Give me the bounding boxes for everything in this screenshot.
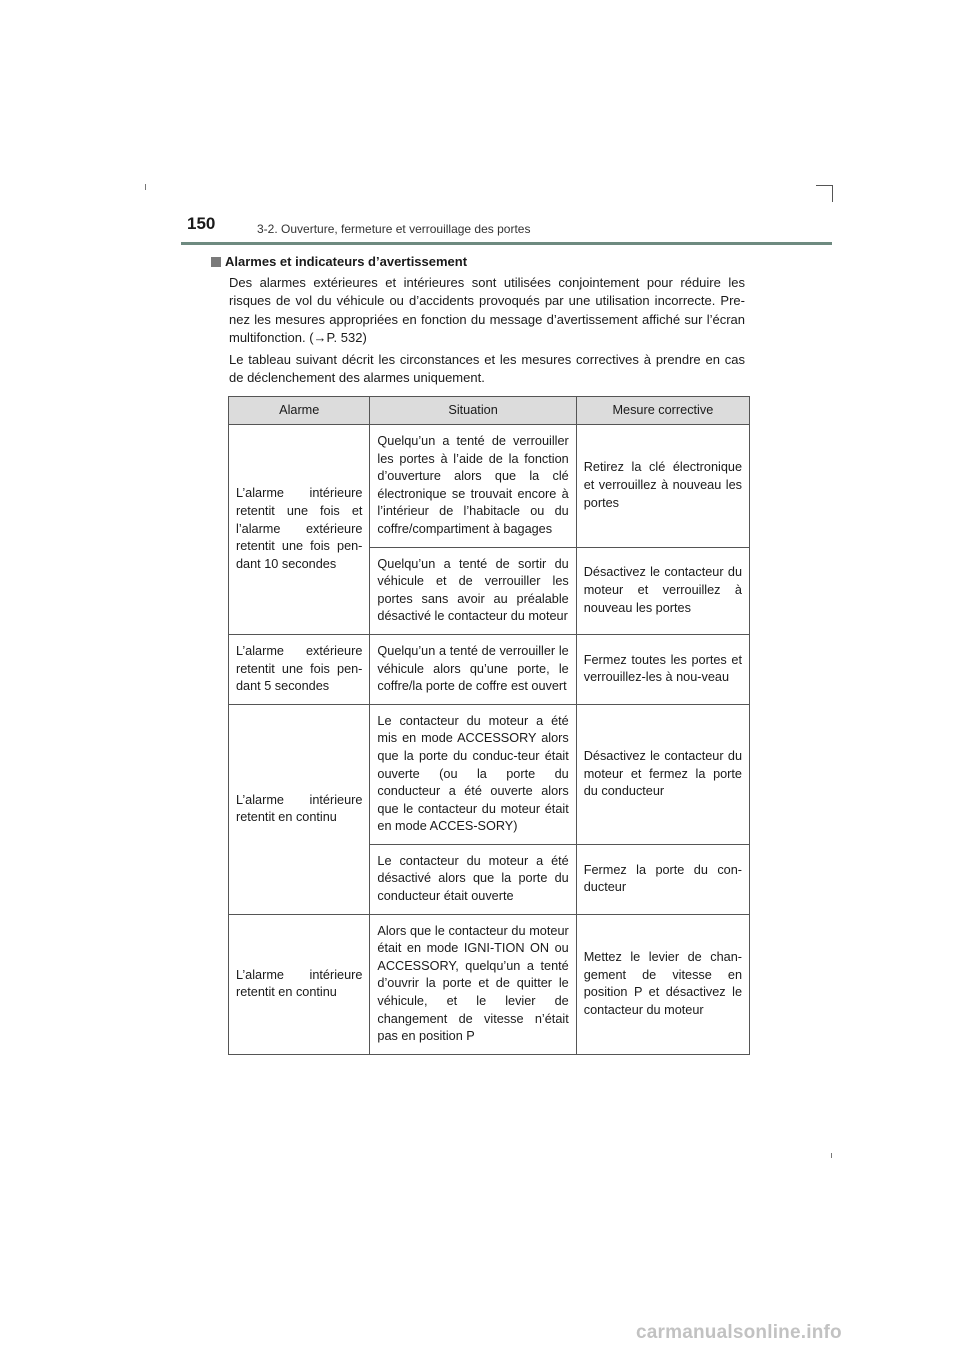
section-heading-text: Alarmes et indicateurs d’avertissement (225, 254, 468, 269)
action-cell: Désactivez le contacteur du moteur et verrouillez à nouveau les portes (576, 547, 749, 634)
column-header-alarm: Alarme (229, 397, 370, 425)
crop-tick (831, 1153, 832, 1158)
alarm-table (228, 396, 750, 1055)
action-cell: Fermez la porte du con-ducteur (576, 844, 749, 914)
table-intro-paragraph: Le tableau suivant décrit les circonstances et les mesures correctives à prendre en cas de déclenchement des alarmes uniquement. (229, 352, 745, 386)
table-row (229, 914, 750, 1054)
situation-cell: Quelqu’un a tenté de sortir du véhicule et de verrouiller les portes sans avoir au préalable désactivé le contacteur du moteur (370, 547, 576, 634)
table-row (229, 704, 750, 844)
alarm-cell: L’alarme intérieure retentit en continu (229, 914, 370, 1054)
crop-mark (816, 185, 833, 202)
section-heading (211, 254, 467, 269)
situation-cell: Quelqu’un a tenté de verrouiller les portes à l’aide de la fonction d’ouverture alors que la clé électronique se trouvait encore à l’intérieur de l’habitacle ou du coffre/compartiment à bagages (370, 425, 576, 548)
square-bullet-icon (211, 257, 221, 267)
action-cell: Désactivez le contacteur du moteur et fermez la porte du conducteur (576, 704, 749, 844)
intro-paragraph: Des alarmes extérieures et intérieures sont utilisées conjointement pour réduire les risques de vol du véhicule ou d’accidents provoqués par une utilisation incorrecte. Pre-nez les mesures appropriées en fonction du message d’avertissement affiché sur l’écran multifonction. (→P. 532) (229, 275, 745, 345)
alarm-cell: L’alarme intérieure retentit une fois et l’alarme extérieure retentit une fois pen-dant 10 secondes (229, 425, 370, 635)
header-rule (181, 242, 832, 245)
crop-tick (145, 184, 146, 190)
situation-cell: Le contacteur du moteur a été mis en mode ACCESSORY alors que la porte du conduc-teur était ouverte (ou la porte du conducteur a été ouverte alors que le contacteur du moteur était en mode ACCES-SORY) (370, 704, 576, 844)
alarm-cell: L’alarme intérieure retentit en continu (229, 704, 370, 914)
table-row (229, 425, 750, 548)
column-header-action: Mesure corrective (576, 397, 749, 425)
situation-cell: Le contacteur du moteur a été désactivé alors que la porte du conducteur était ouverte (370, 844, 576, 914)
situation-cell: Quelqu’un a tenté de verrouiller le véhicule alors qu’une porte, le coffre/la porte de coffre est ouvert (370, 634, 576, 704)
action-cell: Retirez la clé électronique et verrouillez à nouveau les portes (576, 425, 749, 548)
action-cell: Mettez le levier de chan-gement de vitesse en position P et désactivez le contacteur du moteur (576, 914, 749, 1054)
alarm-cell: L’alarme extérieure retentit une fois pen-dant 5 secondes (229, 634, 370, 704)
situation-cell: Alors que le contacteur du moteur était en mode IGNI-TION ON ou ACCESSORY, quelqu’un a tenté d’ouvrir la porte et de quitter le véhicule, et le levier de changement de vitesse n’était pas en position P (370, 914, 576, 1054)
table-header-row (229, 397, 750, 425)
section-title: 3-2. Ouverture, fermeture et verrouillage des portes (257, 222, 531, 236)
page-number: 150 (187, 214, 216, 233)
column-header-situation: Situation (370, 397, 576, 425)
action-cell: Fermez toutes les portes et verrouillez-les à nou-veau (576, 634, 749, 704)
watermark: carmanualsonline.info (636, 1322, 842, 1343)
table-row (229, 634, 750, 704)
